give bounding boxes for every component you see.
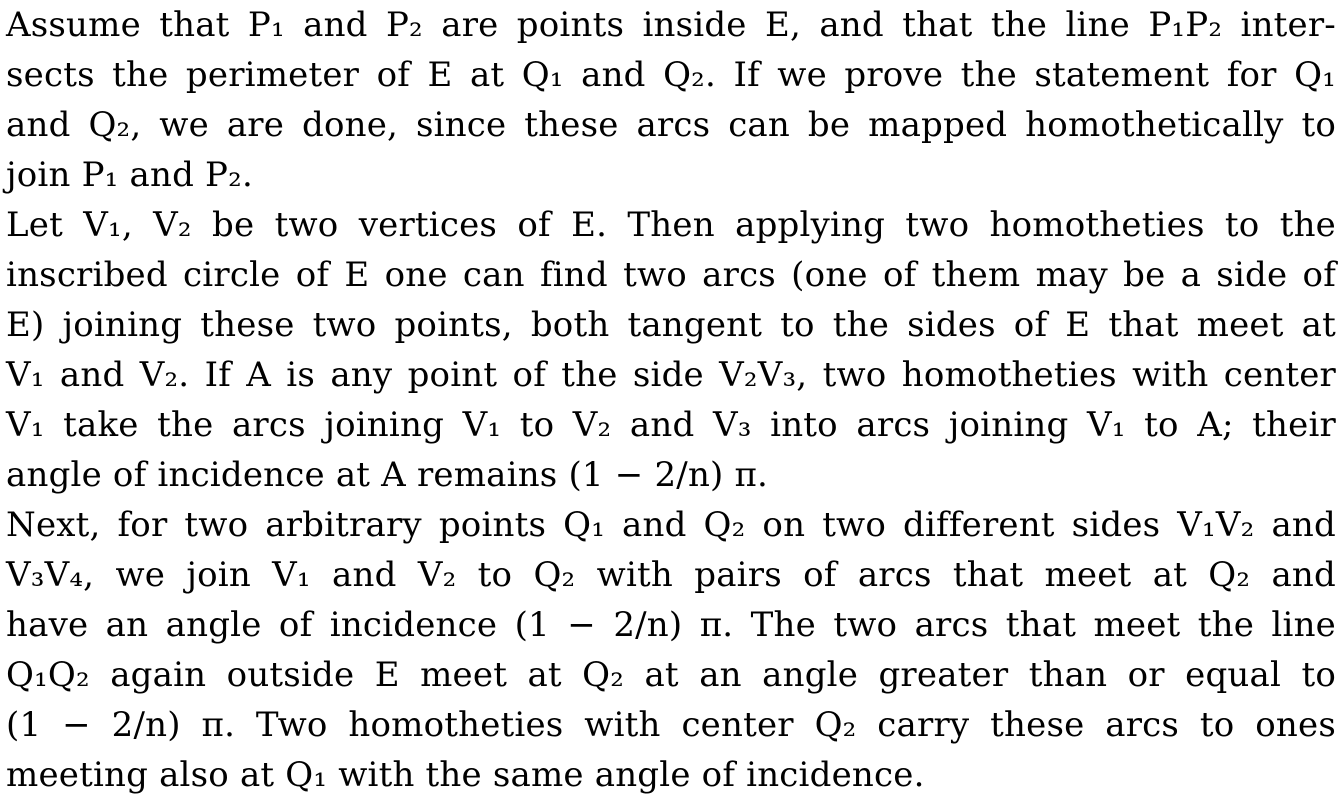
text-line-10: angle of incidence at A remains (1 − 2/n) π.	[6, 455, 769, 495]
text-line-14: Q₁Q₂ again outside E meet at Q₂ at an angle greater than or equal to	[6, 655, 1336, 695]
text-line-2: sects the perimeter of E at Q₁ and Q₂. If we prove the statement for Q₁	[6, 55, 1336, 95]
text-line-3: and Q₂, we are done, since these arcs can be mapped homothetically to	[6, 105, 1336, 145]
text-line-11: Next, for two arbitrary points Q₁ and Q₂ on two different sides V₁V₂ and	[6, 505, 1336, 545]
text-line-7: E) joining these two points, both tangent to the sides of E that meet at	[6, 305, 1336, 345]
text-line-5: Let V₁, V₂ be two vertices of E. Then applying two homotheties to the	[6, 205, 1336, 245]
text-line-6: inscribed circle of E one can find two arcs (one of them may be a side of	[6, 255, 1336, 295]
text-line-16: meeting also at Q₁ with the same angle of incidence.	[6, 755, 925, 795]
text-line-1: Assume that P₁ and P₂ are points inside E, and that the line P₁P₂ inter-	[6, 5, 1336, 45]
text-line-8: V₁ and V₂. If A is any point of the side V₂V₃, two homotheties with center	[6, 355, 1336, 395]
text-line-13: have an angle of incidence (1 − 2/n) π. The two arcs that meet the line	[6, 605, 1336, 645]
text-line-9: V₁ take the arcs joining V₁ to V₂ and V₃ into arcs joining V₁ to A; their	[6, 405, 1336, 445]
text-line-4: join P₁ and P₂.	[6, 155, 253, 195]
text-line-12: V₃V₄, we join V₁ and V₂ to Q₂ with pairs of arcs that meet at Q₂ and	[6, 555, 1336, 595]
text-line-15: (1 − 2/n) π. Two homotheties with center Q₂ carry these arcs to ones	[6, 705, 1336, 745]
